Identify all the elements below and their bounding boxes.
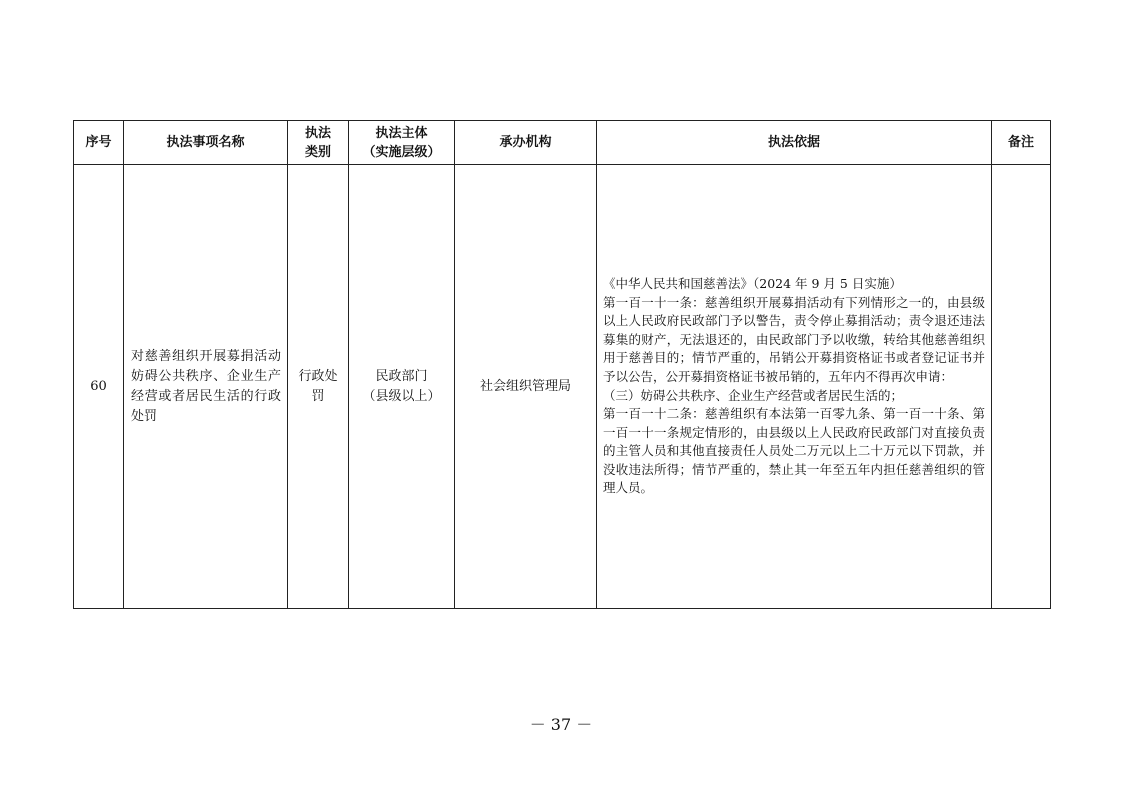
cell-remark <box>992 165 1051 609</box>
header-category: 执法 类别 <box>288 121 349 165</box>
table-row <box>74 165 1051 609</box>
header-item-name: 执法事项名称 <box>124 121 288 165</box>
header-remark: 备注 <box>992 121 1051 165</box>
page-number: － 37 － <box>529 715 593 734</box>
cell-item-name: 对慈善组织开展募捐活动妨碍公共秩序、企业生产经营或者居民生活的行政处罚 <box>124 165 288 609</box>
cell-category: 行政处 罚 <box>288 165 349 609</box>
table-body <box>74 165 1051 609</box>
cell-seq: 60 <box>74 165 124 609</box>
header-agency: 承办机构 <box>455 121 597 165</box>
header-seq: 序号 <box>74 121 124 165</box>
header-basis: 执法依据 <box>597 121 992 165</box>
table-header <box>74 121 1051 165</box>
header-row <box>74 121 1051 165</box>
cell-basis: 《中华人民共和国慈善法》（2024 年 9 月 5 日实施） 第一百一十一条：慈善组织开展募捐活动有下列情形之一的，由县级以上人民政府民政部门予以警告，责令停止募捐活动；责令退还违法募集的财产，无法退还的，由民政部门予以收缴，转给其他慈善组织用于慈善目的；情节严重的，吊销公开募捐资格证书或者登记证书并予以公告，公开募捐资格证书被吊销的，五年内不得再次申请： （三）妨碍公共秩序、企业生产经营或者居民生活的； 第一百一十二条：慈善组织有本法第一百零九条、第一百一十条、第一百一十一条规定情形的，由县级以上人民政府民政部门对直接负责的主管人员和其他直接责任人员处二万元以上二十万元以下罚款，并没收违法所得；情节严重的，禁止其一年至五年内担任慈善组织的管理人员。 <box>597 165 992 609</box>
enforcement-table <box>73 120 1051 609</box>
header-subject: 执法主体 （实施层级） <box>349 121 455 165</box>
cell-agency: 社会组织管理局 <box>455 165 597 609</box>
cell-subject: 民政部门 （县级以上） <box>349 165 455 609</box>
